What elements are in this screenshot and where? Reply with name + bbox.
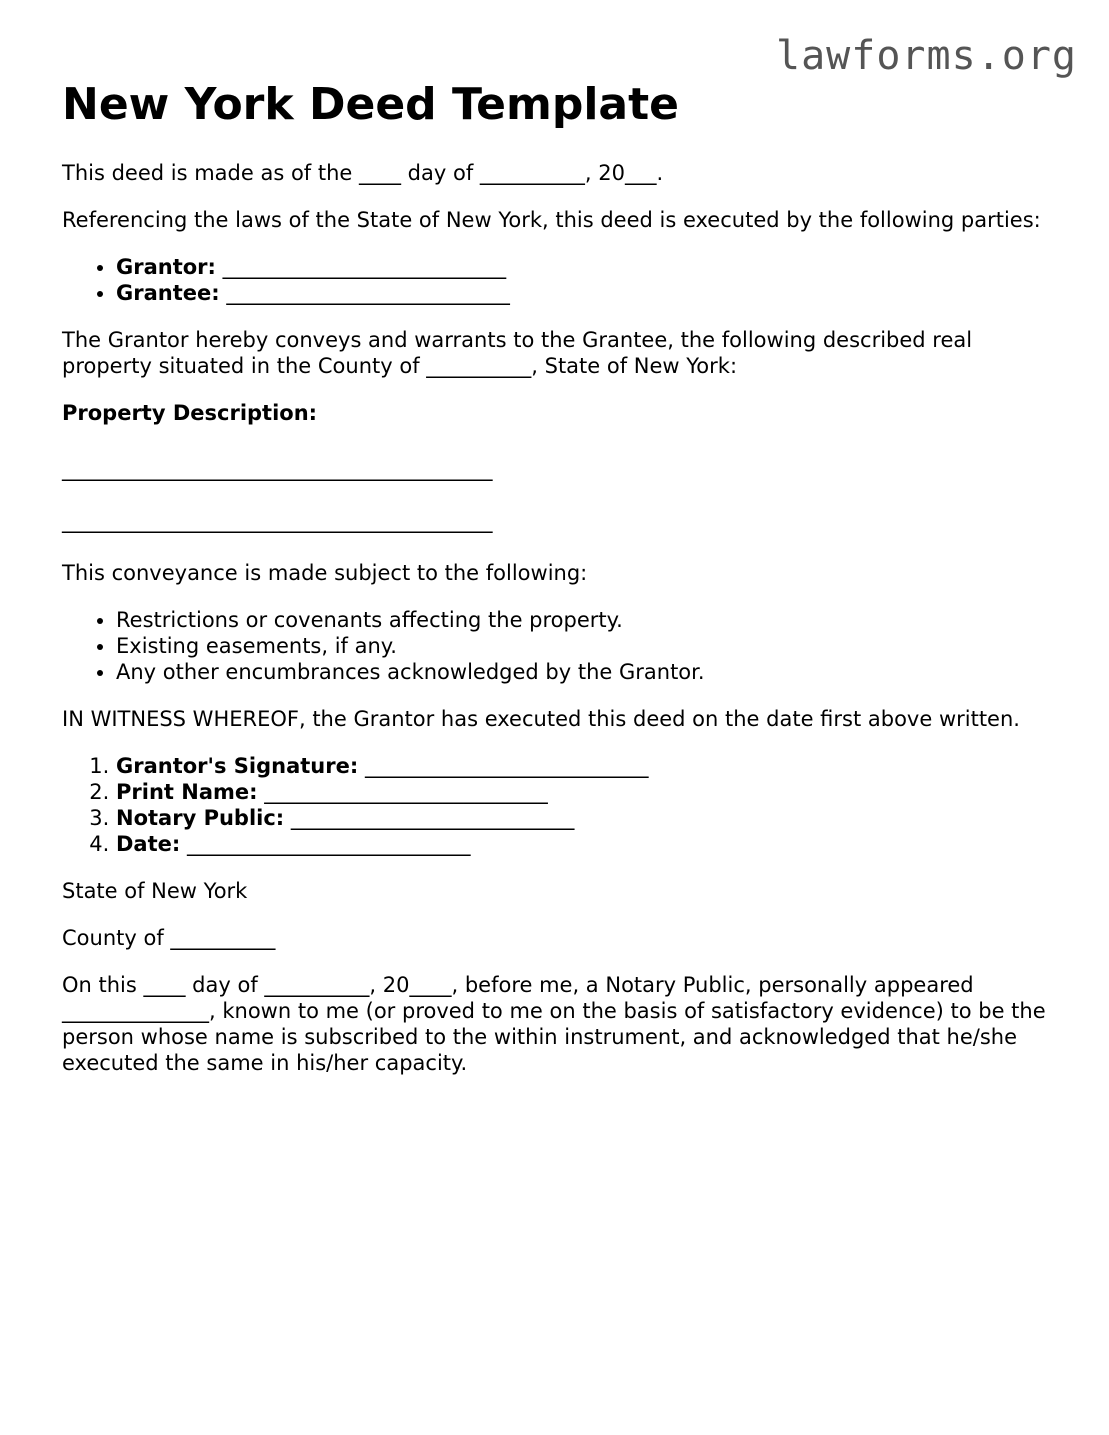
list-item: • Existing easements, if any.: [116, 633, 1052, 659]
watermark-logo: lawforms.org: [776, 33, 1077, 79]
print-name-label: Print Name:: [116, 780, 258, 804]
list-item: [116, 779, 1052, 805]
grantor-signature-blank: ___________________________: [364, 754, 649, 778]
document-body: [62, 78, 1052, 1097]
list-item: [116, 805, 1052, 831]
list-item: [116, 753, 1052, 779]
subject-intro: This conveyance is made subject to the following:: [62, 561, 588, 585]
signature-list: [62, 753, 1052, 857]
intro-paragraph: This deed is made as of the ____ day of __________, 20___.: [62, 161, 664, 185]
acknowledgment-paragraph: On this ____ day of __________, 20____, before me, a Notary Public, personally appeared ______________, known to me (or proved to me on the basis of satisfactory evidence) to be the person whose name is subscribed to the within instrument, and acknowledged that he/she executed the same in his/her capacity.: [62, 973, 1046, 1075]
grantor-label: Grantor:: [116, 255, 216, 279]
parties-intro: Referencing the laws of the State of New York, this deed is executed by the following parties:: [62, 208, 1041, 232]
property-description-line: _________________________________________: [62, 509, 493, 533]
notary-public-blank: ___________________________: [290, 806, 575, 830]
list-item: • Restrictions or covenants affecting the property.: [116, 607, 1052, 633]
property-description-label: Property Description:: [62, 401, 318, 425]
page-title: New York Deed Template: [62, 79, 679, 130]
date-label: Date:: [116, 832, 181, 856]
parties-list: [62, 254, 1052, 306]
grantee-label: Grantee:: [116, 281, 220, 305]
witness-paragraph: IN WITNESS WHEREOF, the Grantor has executed this deed on the date first above written.: [62, 707, 1020, 731]
county-line: County of __________: [62, 926, 276, 950]
list-item: • Any other encumbrances acknowledged by the Grantor.: [116, 659, 1052, 685]
print-name-blank: ___________________________: [264, 780, 548, 804]
grantor-signature-label: Grantor's Signature:: [116, 754, 359, 778]
list-item: [116, 254, 1052, 280]
date-blank: ___________________________: [186, 832, 471, 856]
notary-public-label: Notary Public:: [116, 806, 285, 830]
conveyance-paragraph: The Grantor hereby conveys and warrants to the Grantee, the following described real property situated in the County of __________, State of New York:: [62, 328, 973, 378]
grantee-blank: ___________________________: [226, 281, 510, 305]
grantor-blank: ___________________________: [222, 255, 507, 279]
list-item: [116, 280, 1052, 306]
property-description-line: _________________________________________: [62, 457, 493, 481]
subject-list: [62, 607, 1052, 685]
list-item: [116, 831, 1052, 857]
state-line: State of New York: [62, 879, 248, 903]
